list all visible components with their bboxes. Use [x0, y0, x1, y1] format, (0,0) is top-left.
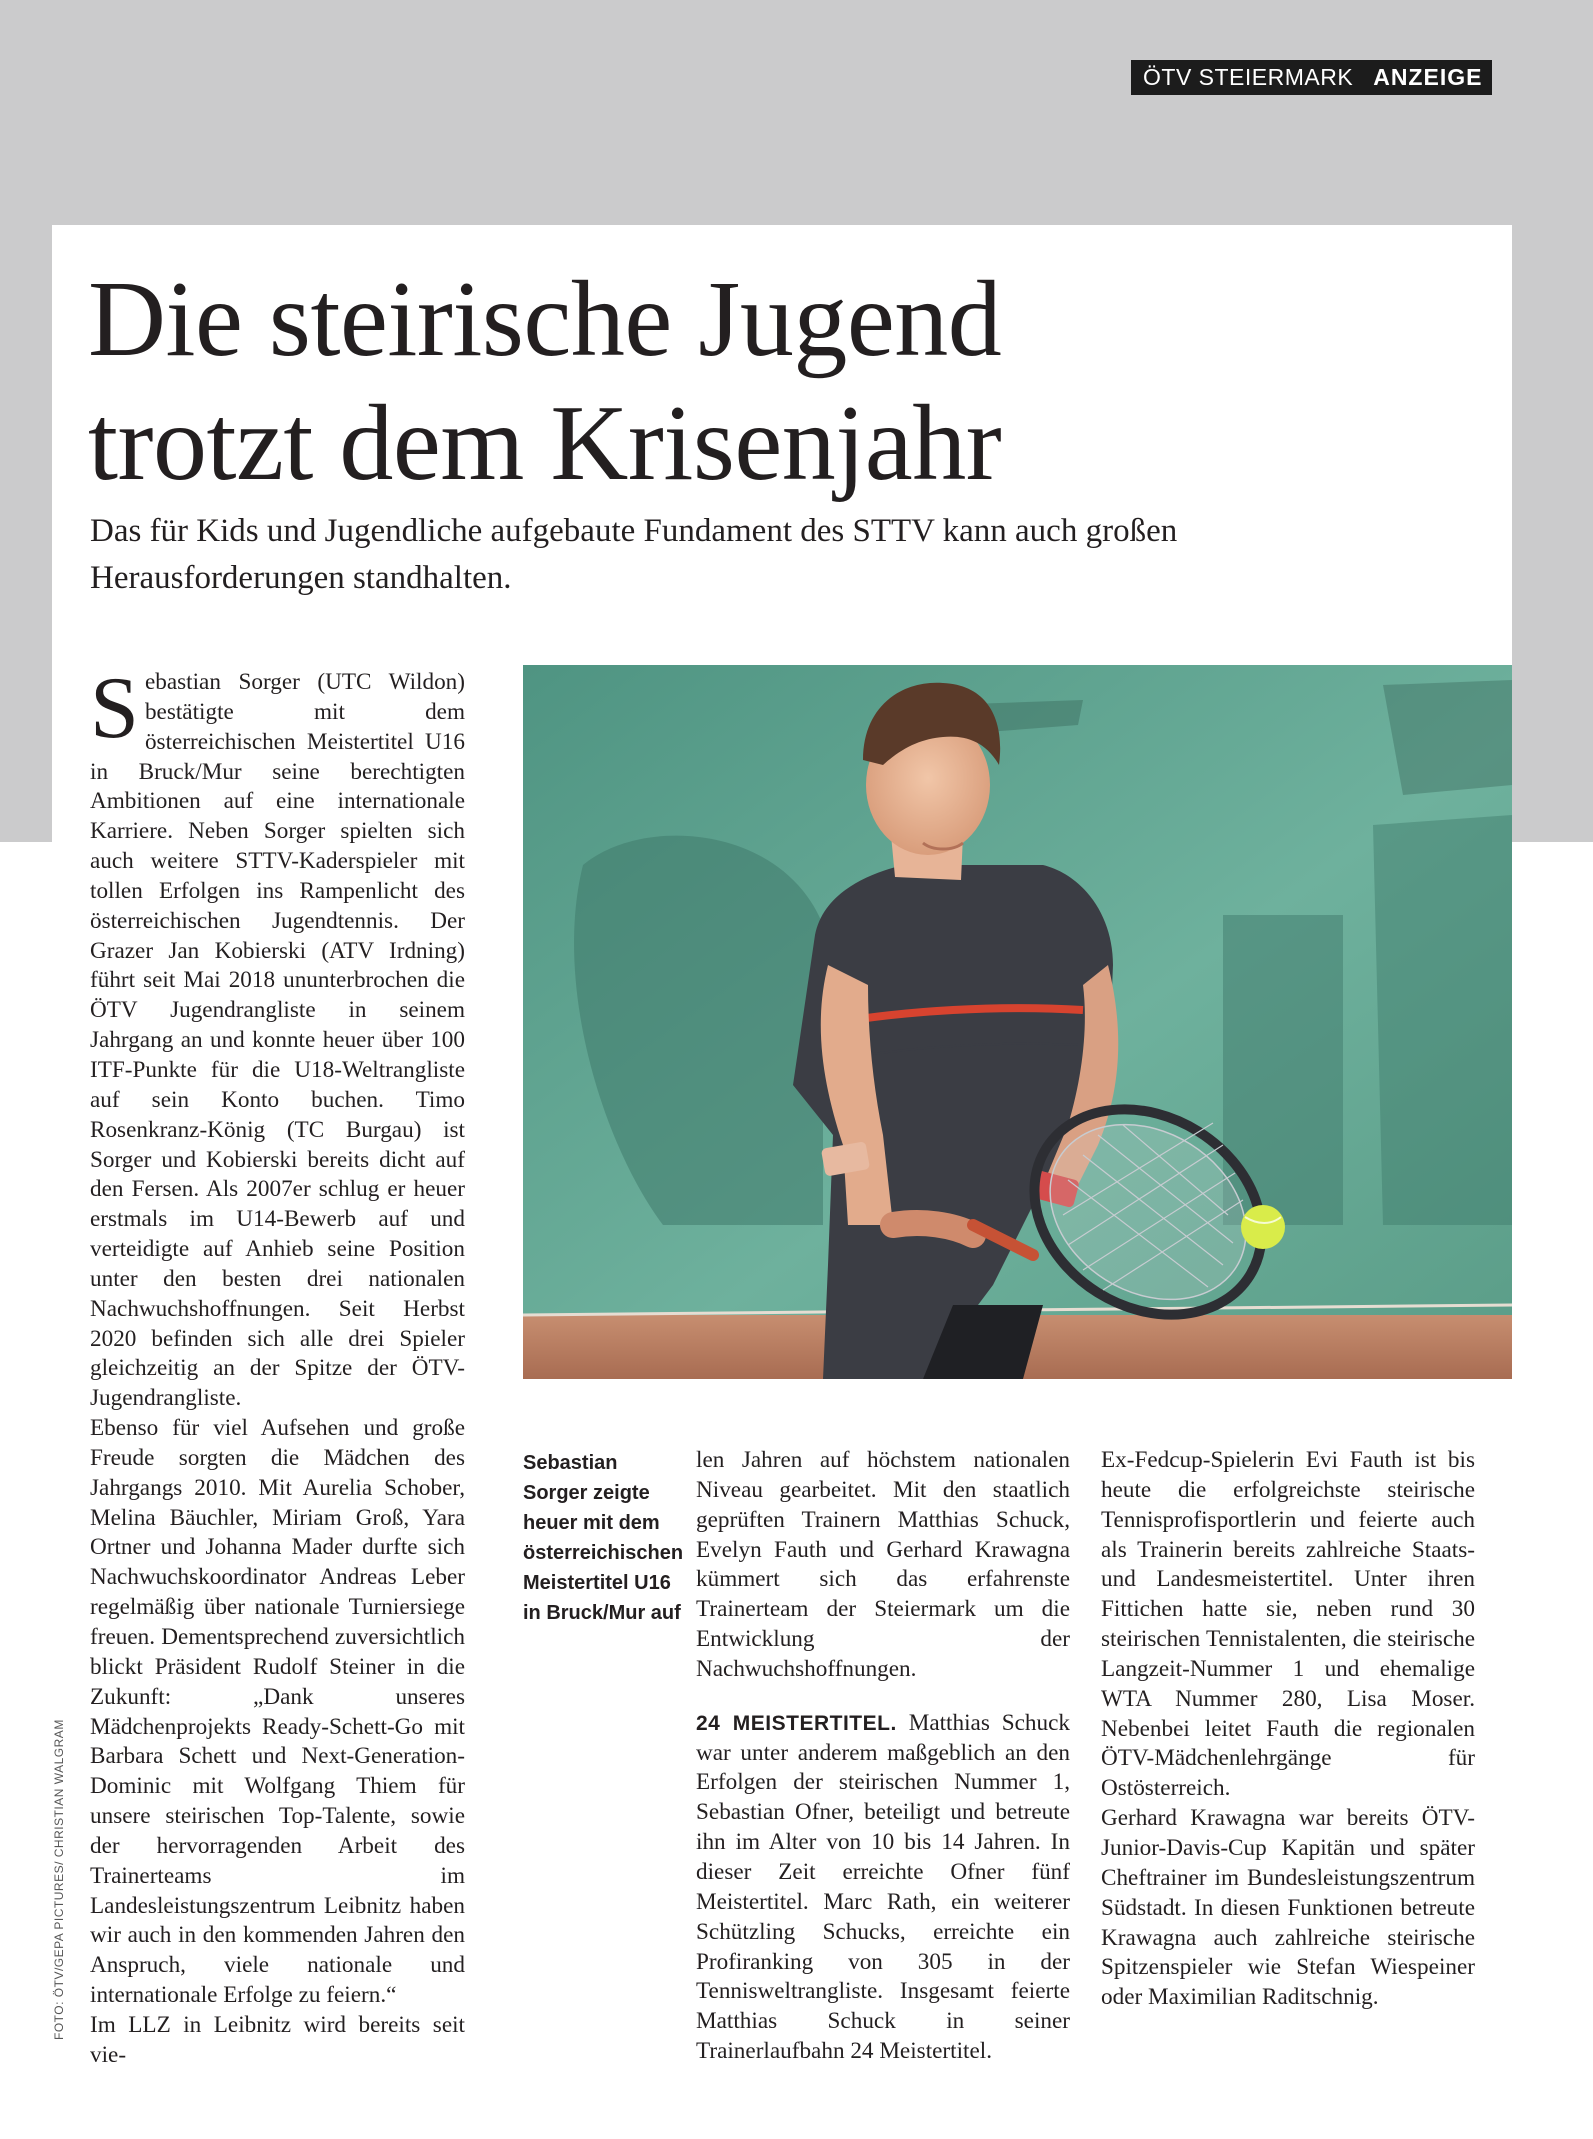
article-headline: [88, 258, 1468, 506]
article-deck: Das für Kids und Jugendliche aufgebaute Fundament des STTV kann auch großen Herausforderungen standhalten.: [90, 513, 1178, 596]
section-label: ÖTV STEIERMARK: [1143, 64, 1354, 90]
photo-credit: FOTO: ÖTV/GEPA PICTURES/ CHRISTIAN WALGRAM: [52, 1719, 66, 2040]
subheading-meistertitel: 24 MEISTERTITEL.: [696, 1711, 897, 1735]
article-column-2: [696, 1446, 1070, 2067]
article-paragraph-1: Sebastian Sorger (UTC Wildon) bestätigte mit dem österreichischen Meistertitel U16 in Bruck/Mur seine berechtigten Ambitionen auf eine internationale Karriere. Neben Sorger spielten sich auch weitere STTV-Kaderspieler mit tollen Erfolgen ins Rampenlicht des österreichischen Jugendtennis. Der Grazer Jan Kobierski (ATV Irdning) führt seit Mai 2018 ununterbrochen die ÖTV Jugendrangliste in seinem Jahrgang an und konnte heuer über 100 ITF-Punkte für die U18-Weltrangliste auf sein Konto buchen. Timo Rosenkranz-König (TC Burgau) ist Sorger und Kobierski bereits dicht auf den Fersen. Als 2007er schlug er heuer erstmals im U14-Bewerb auf und verteidigte auf Anhieb seine Position unter den besten drei nationalen Nachwuchshoffnungen. Seit Herbst 2020 befinden sich alle drei Spieler gleichzeitig an der Spitze der ÖTV-Jugendrangliste.: [90, 660, 465, 1412]
tennis-player-photo: [523, 665, 1512, 1379]
headline-line-2: trotzt dem Krisenjahr: [88, 384, 1002, 503]
article-paragraph-2: Ebenso für viel Aufsehen und große Freude sorgten die Mädchen des Jahrgangs 2010. Mit Aurelia Schober, Melina Bäuchler, Miriam Groß, Yara Ortner und Johanna Mader durfte sich Nachwuchskoordinator Andreas Leber regelmäßig über nationale Turniersiege freuen. Dementsprechend zuversichtlich blickt Präsident Rudolf Steiner in die Zukunft: „Dank unseres Mädchenprojekts Ready-Schett-Go mit Barbara Schett und Next-Generation-Dominic mit Wolfgang Thiem für unsere steirischen Top-Talente, sowie der hervorragenden Arbeit des Trainerteams im Landesleistungszentrum Leibnitz haben wir auch in den kommenden Jahren den Anspruch, viele nationale und internationale Erfolge zu feiern.“: [90, 1415, 465, 2009]
drop-cap: S: [90, 660, 139, 757]
article-column-3: [1101, 1446, 1475, 2013]
article-paragraph-4: len Jahren auf höchstem nationalen Niveau gearbeitet. Mit den staatlich geprüften Trainern Matthias Schuck, Evelyn Fauth und Gerhard Krawagna kümmert sich das erfahrenste Trainerteam der Steiermark um die Entwicklung der Nachwuchshoffnungen.: [696, 1447, 1070, 1682]
article-paragraph-5: 24 MEISTERTITEL. Matthias Schuck war unter anderem maßgeblich an den Erfolgen der steirischen Nummer 1, Sebastian Ofner, beteiligt und betreute ihn im Alter von 10 bis 14 Jahren. In dieser Zeit erreichte Ofner fünf Meistertitel. Marc Rath, ein weiterer Schützling Schucks, erreichte ein Profiranking von 305 in der Tennisweltrangliste. Insgesamt feierte Matthias Schuck in seiner Trainerlaufbahn 24 Meistertitel.: [696, 1709, 1071, 2065]
article-paragraph-3: Im LLZ in Leibnitz wird bereits seit vie-: [90, 2011, 465, 2068]
advertisement-label: ANZEIGE: [1373, 64, 1483, 90]
headline-line-1: Die steirische Jugend: [88, 260, 1002, 379]
article-column-1: [90, 660, 465, 2071]
section-tag: [1131, 60, 1492, 95]
article-paragraph-7: Gerhard Krawagna war bereits ÖTV-Junior-Davis-Cup Kapitän und später Cheftrainer im Bundesleistungszentrum Südstadt. In diesen Funktionen betreute Krawagna auch zahlreiche steirische Spitzenspieler wie Stefan Wiespeiner oder Maximilian Raditschnig.: [1101, 1805, 1475, 2011]
article-paragraph-6: Ex-Fedcup-Spielerin Evi Fauth ist bis heute die erfolgreichste steirische Tennisprofisportlerin und feierte auch als Trainerin bereits zahlreiche Staats- und Landesmeistertitel. Unter ihren Fittichen hatte sie, neben rund 30 steirischen Tennistalenten, die steirische Langzeit-Nummer 1 und ehemalige WTA Nummer 280, Lisa Moser. Nebenbei leitet Fauth die regionalen ÖTV-Mädchenlehrgänge für Ostösterreich.: [1101, 1447, 1475, 1802]
photo-caption: Sebastian Sorger zeigte heuer mit dem österreichischen Meistertitel U16 in Bruck/Mur auf: [523, 1452, 684, 1624]
paragraph-spacer: [696, 1685, 1070, 1709]
